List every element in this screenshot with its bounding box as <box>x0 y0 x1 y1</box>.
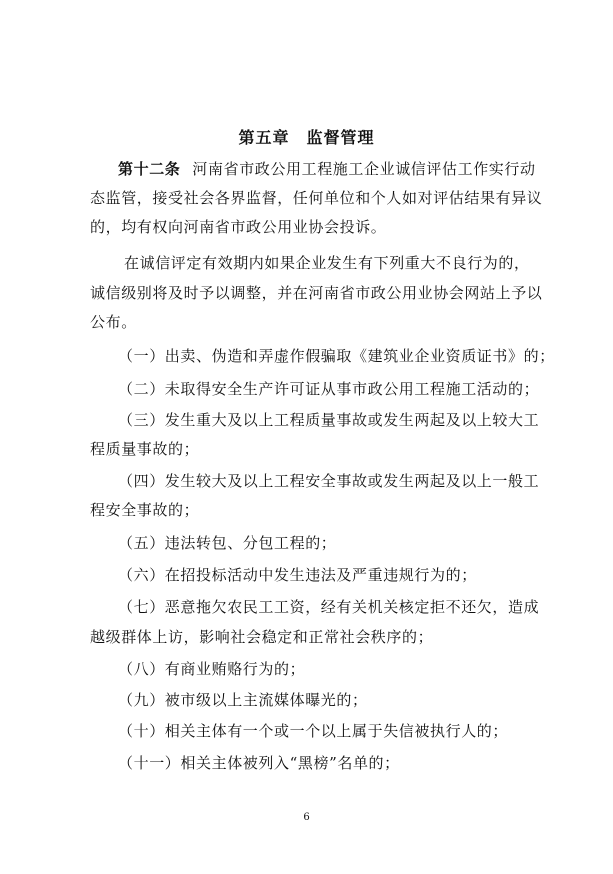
article-label: 第十二条 <box>118 160 181 178</box>
list-item: （二）未取得安全生产许可证从事市政公用工程施工活动的； <box>118 380 540 398</box>
article-line-2: 态监管，接受社会各界监督，任何单位和个人如对评估结果有异议 <box>90 189 543 207</box>
list-item: （七）恶意拖欠农民工工资，经有关机关核定拒不还欠，造成 <box>118 598 540 616</box>
list-item: （十一）相关主体被列入“黑榜”名单的； <box>118 754 400 772</box>
list-item: （八）有商业贿赂行为的； <box>118 660 306 678</box>
chapter-title: 第五章 监督管理 <box>238 128 375 147</box>
list-item-cont: 程安全事故的； <box>90 501 200 519</box>
list-item: （五）违法转包、分包工程的； <box>118 534 337 552</box>
list-item: （三）发生重大及以上工程质量事故或发生两起及以上较大工 <box>118 411 540 429</box>
list-item-cont: 越级群体上访，影响社会稳定和正常社会秩序的； <box>90 628 434 646</box>
para2-line-1: 在诚信评定有效期内如果企业发生有下列重大不良行为的， <box>124 254 530 272</box>
article-line-1 <box>118 158 536 179</box>
list-item: （一）出卖、伪造和弄虚作假骗取《建筑业企业资质证书》的； <box>118 347 555 365</box>
list-item: （四）发生较大及以上工程安全事故或发生两起及以上一般工 <box>118 472 540 490</box>
list-item: （九）被市级以上主流媒体曝光的； <box>118 691 368 709</box>
para2-line-2: 诚信级别将及时予以调整，并在河南省市政公用业协会网站上予以 <box>90 284 543 302</box>
page-number: 6 <box>303 812 310 823</box>
list-item: （十）相关主体有一个或一个以上属于失信被执行人的； <box>118 722 509 740</box>
para2-line-3: 公布。 <box>90 313 137 331</box>
list-item-cont: 程质量事故的； <box>90 440 200 458</box>
list-item: （六）在招投标活动中发生违法及严重违规行为的； <box>118 566 477 584</box>
article-text: 河南省市政公用工程施工企业诚信评估工作实行动 <box>192 160 536 178</box>
article-line-3: 的，均有权向河南省市政公用业协会投诉。 <box>90 218 387 236</box>
